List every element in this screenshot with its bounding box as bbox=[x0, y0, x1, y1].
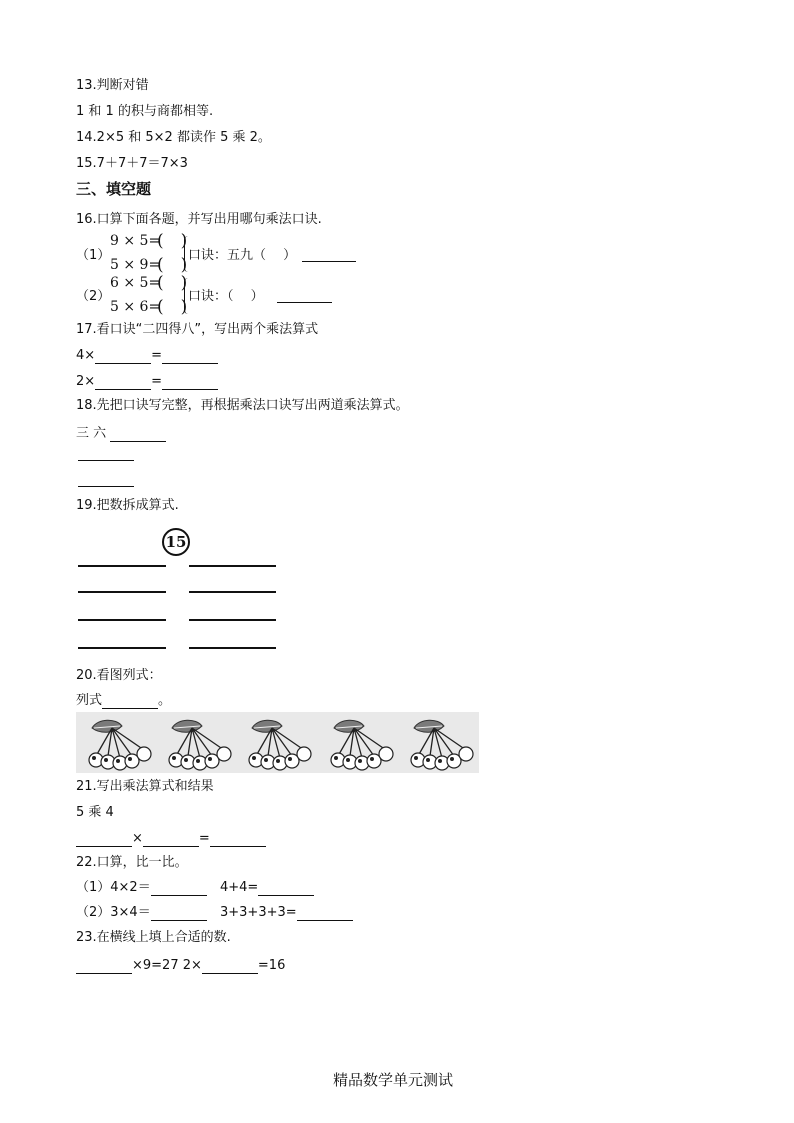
answer-paren: ( ) bbox=[157, 255, 188, 275]
answer-blank[interactable] bbox=[151, 883, 207, 896]
q16-part2-eq2: 5 × 6= bbox=[110, 299, 161, 315]
q16-part2-rhyme: 口诀：（ ） bbox=[188, 289, 264, 304]
answer-blank[interactable] bbox=[151, 908, 207, 921]
q17-line1-eq: = bbox=[151, 348, 163, 363]
number-circle: 15 bbox=[162, 528, 190, 556]
q19-title: 19.把数拆成算式. bbox=[76, 498, 179, 513]
q23-line bbox=[76, 958, 285, 974]
cherries-image bbox=[76, 712, 479, 773]
answer-blank[interactable] bbox=[95, 377, 151, 390]
q16-part1-label: （1） bbox=[76, 248, 111, 263]
q16-part1-rhyme: 口诀：五九（ ） bbox=[188, 248, 297, 263]
answer-blank[interactable] bbox=[110, 429, 166, 442]
q15-text: 15.7＋7＋7＝7×3 bbox=[76, 156, 188, 171]
answer-blank[interactable] bbox=[78, 474, 134, 487]
answer-paren: ( ) bbox=[157, 273, 188, 293]
answer-line[interactable] bbox=[78, 619, 166, 621]
q23-part2: =16 bbox=[257, 958, 286, 973]
q23-part1: ×9=27 2× bbox=[132, 958, 202, 973]
answer-line[interactable] bbox=[189, 591, 276, 593]
q17-line2 bbox=[76, 374, 218, 390]
q18-title: 18.先把口诀写完整，再根据乘法口诀写出两道乘法算式。 bbox=[76, 398, 409, 413]
answer-blank[interactable] bbox=[162, 377, 218, 390]
q17-title: 17.看口诀“二四得八”，写出两个乘法算式 bbox=[76, 322, 319, 337]
q22-title: 22.口算，比一比。 bbox=[76, 855, 188, 870]
q20-prefix: 列式 bbox=[76, 693, 103, 708]
q20-line bbox=[76, 693, 171, 709]
answer-line[interactable] bbox=[189, 647, 276, 649]
q16-part2-eq1: 6 × 5= bbox=[110, 275, 161, 291]
page-footer: 精品数学单元测试 bbox=[333, 1071, 454, 1089]
q22-row1-b-text: 4+4= bbox=[220, 880, 259, 895]
answer-line[interactable] bbox=[78, 565, 166, 567]
q14-text: 14.2×5 和 5×2 都读作 5 乘 2。 bbox=[76, 130, 271, 145]
q22-row2-b-text: 3+3+3+3= bbox=[220, 905, 297, 920]
q22-row1-a bbox=[76, 880, 207, 896]
answer-blank[interactable] bbox=[76, 834, 132, 847]
answer-blank[interactable] bbox=[302, 249, 356, 262]
answer-paren: ( ) bbox=[157, 231, 188, 251]
q22-row2-a bbox=[76, 905, 207, 921]
q22-row2-label: （2）3×4＝ bbox=[76, 905, 151, 920]
answer-blank[interactable] bbox=[102, 696, 158, 709]
answer-blank[interactable] bbox=[143, 834, 199, 847]
answer-blank[interactable] bbox=[297, 908, 353, 921]
q22-row1-label: （1）4×2＝ bbox=[76, 880, 151, 895]
q21-title: 21.写出乘法算式和结果 bbox=[76, 779, 214, 794]
q13-statement: 1 和 1 的积与商都相等. bbox=[76, 104, 214, 119]
answer-blank[interactable] bbox=[162, 351, 218, 364]
q20-title: 20.看图列式： bbox=[76, 668, 162, 683]
q22-row2-b bbox=[220, 905, 353, 921]
answer-blank[interactable] bbox=[78, 448, 134, 461]
section-title: 三、填空题 bbox=[76, 180, 152, 198]
answer-line[interactable] bbox=[189, 619, 276, 621]
answer-blank[interactable] bbox=[95, 351, 151, 364]
q21-line bbox=[76, 831, 266, 847]
q21-subtitle: 5 乘 4 bbox=[76, 805, 114, 820]
q21-eq: = bbox=[198, 831, 210, 846]
q20-suffix: 。 bbox=[158, 693, 172, 708]
q16-part2-label: （2） bbox=[76, 289, 111, 304]
q22-row1-b bbox=[220, 880, 314, 896]
q13-title: 13.判断对错 bbox=[76, 78, 149, 93]
answer-blank[interactable] bbox=[202, 961, 258, 974]
answer-blank[interactable] bbox=[210, 834, 266, 847]
answer-line[interactable] bbox=[189, 565, 276, 567]
q18-line1 bbox=[76, 426, 166, 442]
q21-times: × bbox=[132, 831, 143, 846]
answer-paren: ( ) bbox=[157, 297, 188, 317]
q16-part1-eq1: 9 × 5= bbox=[110, 233, 161, 249]
answer-line[interactable] bbox=[78, 591, 166, 593]
q17-line1-prefix: 4× bbox=[76, 348, 96, 363]
q17-line1 bbox=[76, 348, 218, 364]
q17-line2-eq: = bbox=[151, 374, 163, 389]
answer-line[interactable] bbox=[78, 647, 166, 649]
answer-blank[interactable] bbox=[277, 290, 332, 303]
q23-title: 23.在横线上填上合适的数. bbox=[76, 930, 231, 945]
q18-prefix: 三 六 bbox=[76, 426, 107, 441]
q17-line2-prefix: 2× bbox=[76, 374, 96, 389]
q16-title: 16.口算下面各题，并写出用哪句乘法口诀. bbox=[76, 212, 322, 227]
q16-part1-eq2: 5 × 9= bbox=[110, 257, 161, 273]
answer-blank[interactable] bbox=[76, 961, 132, 974]
answer-blank[interactable] bbox=[258, 883, 314, 896]
